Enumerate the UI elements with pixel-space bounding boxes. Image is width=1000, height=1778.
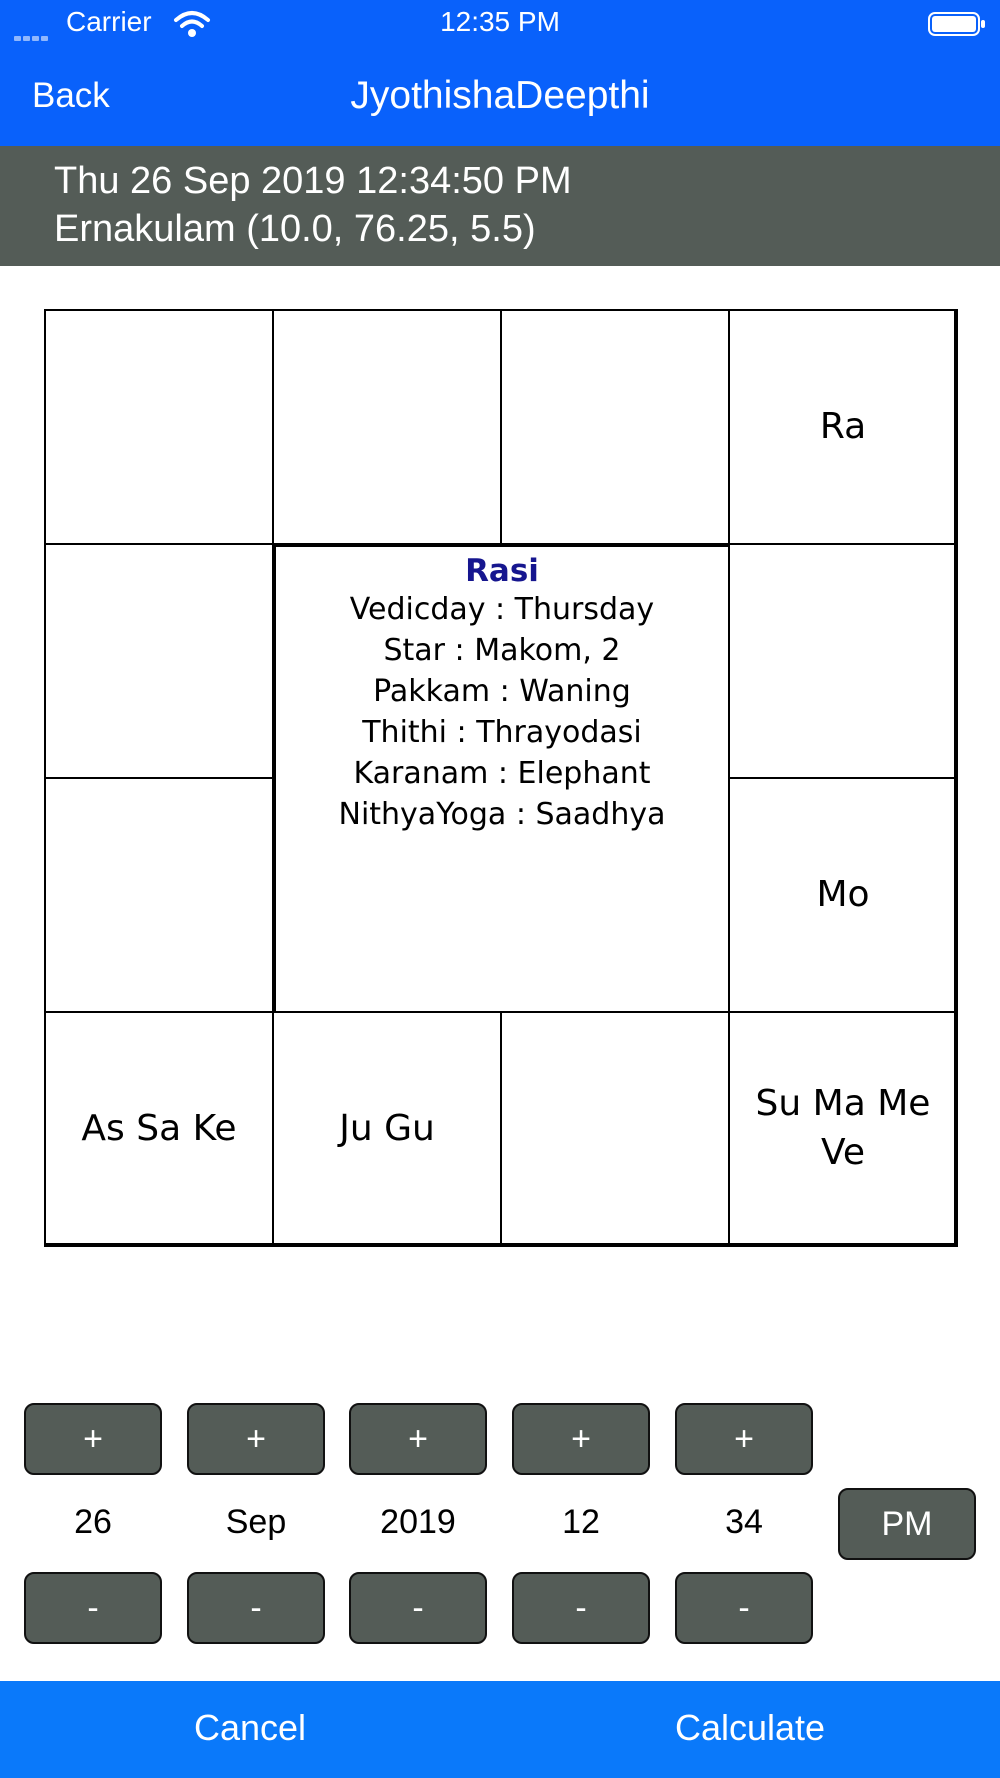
hour-decrement-button[interactable]: - (512, 1572, 650, 1644)
karanam-text: Karanam : Elephant (353, 756, 651, 791)
house-cell: As Sa Ke (44, 1011, 274, 1247)
star-text: Star : Makom, 2 (383, 633, 621, 668)
minute-increment-button[interactable]: + (675, 1403, 813, 1475)
ampm-toggle-button[interactable]: PM (838, 1488, 976, 1560)
house-cell (44, 309, 274, 545)
year-increment-button[interactable]: + (349, 1403, 487, 1475)
chart-center-panel (274, 545, 730, 1013)
chart-title: Rasi (465, 553, 539, 589)
month-decrement-button[interactable]: - (187, 1572, 325, 1644)
house-cell (44, 777, 274, 1013)
vedicday-text: Vedicday : Thursday (349, 592, 655, 627)
month-value: Sep (225, 1503, 287, 1541)
house-cell: Ra (728, 309, 958, 545)
house-cell: Ju Gu (272, 1011, 502, 1247)
info-header (0, 146, 1000, 266)
month-increment-button[interactable]: + (187, 1403, 325, 1475)
minute-value: 34 (725, 1503, 763, 1541)
house-cell (500, 309, 730, 545)
house-cell: Su Ma Me Ve (728, 1011, 958, 1247)
back-button[interactable]: Back (32, 76, 110, 115)
page-title: JyothishaDeepthi (350, 74, 650, 117)
year-value: 2019 (380, 1503, 456, 1541)
day-increment-button[interactable]: + (24, 1403, 162, 1475)
nithyayoga-text: NithyaYoga : Saadhya (338, 797, 666, 832)
status-bar (0, 0, 1000, 48)
cancel-button[interactable]: Cancel (193, 1707, 307, 1748)
day-decrement-button[interactable]: - (24, 1572, 162, 1644)
house-cell (272, 309, 502, 545)
hour-value: 12 (562, 1503, 600, 1541)
bottom-toolbar (0, 1681, 1000, 1778)
calculate-button[interactable]: Calculate (674, 1707, 826, 1748)
day-value: 26 (74, 1503, 112, 1541)
year-decrement-button[interactable]: - (349, 1572, 487, 1644)
hour-increment-button[interactable]: + (512, 1403, 650, 1475)
carrier-label: Carrier (66, 6, 152, 37)
house-cell (44, 543, 274, 779)
thithi-text: Thithi : Thrayodasi (362, 715, 642, 750)
minute-decrement-button[interactable]: - (675, 1572, 813, 1644)
datetime-text: Thu 26 Sep 2019 12:34:50 PM (54, 160, 572, 202)
house-cell (500, 1011, 730, 1247)
status-time: 12:35 PM (440, 6, 560, 37)
house-cell (728, 543, 958, 779)
battery-icon (928, 10, 986, 38)
rasi-chart (44, 309, 956, 1245)
house-cell: Mo (728, 777, 958, 1013)
pakkam-text: Pakkam : Waning (373, 674, 631, 709)
location-text: Ernakulam (10.0, 76.25, 5.5) (54, 208, 536, 250)
navigation-bar (0, 48, 1000, 146)
